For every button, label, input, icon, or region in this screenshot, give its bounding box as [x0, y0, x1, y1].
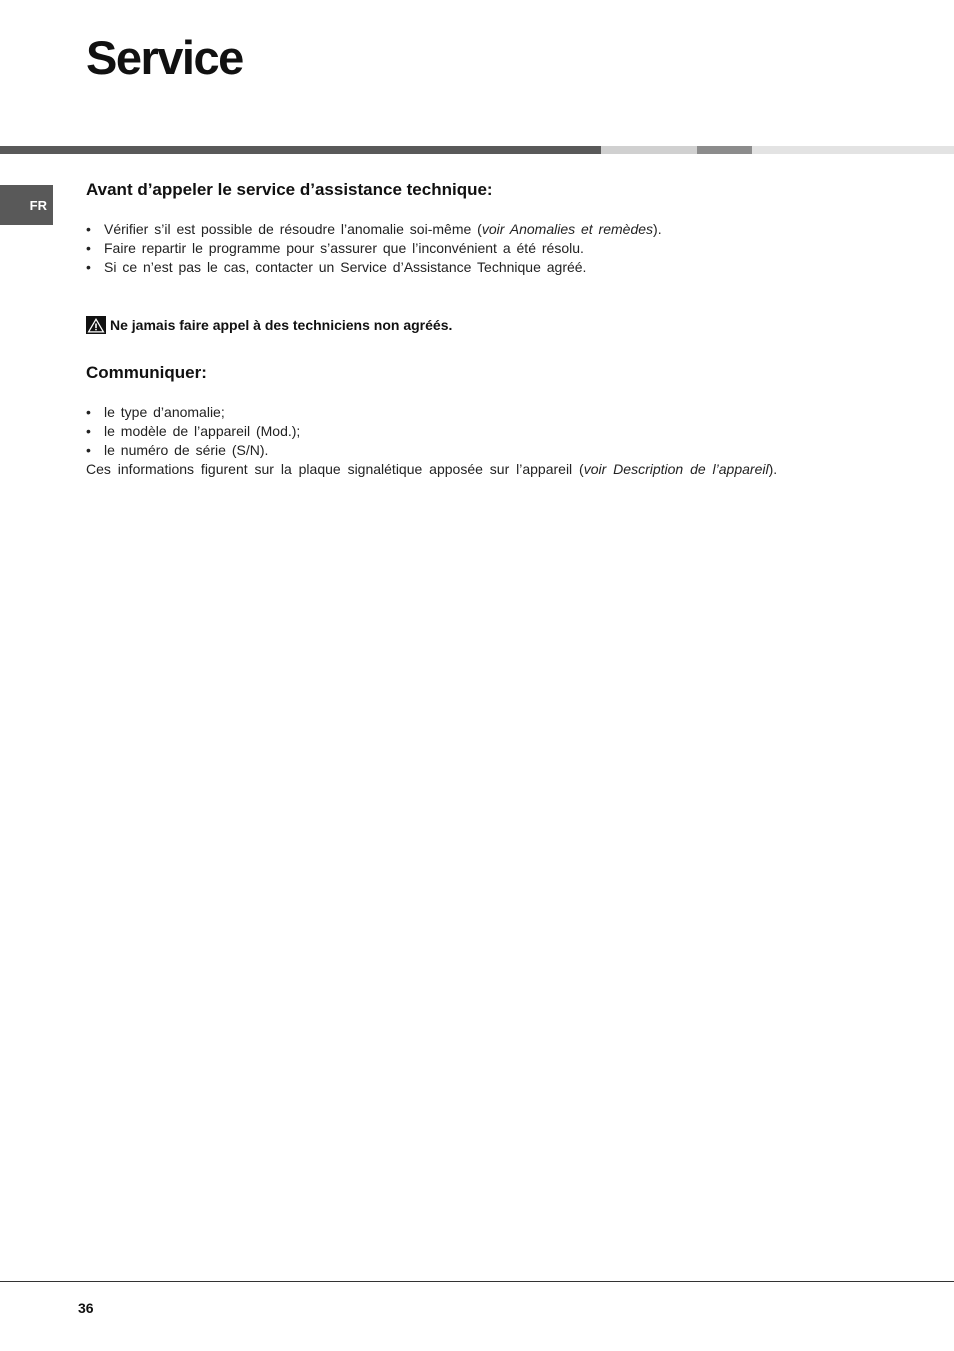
- language-tab: [0, 185, 53, 225]
- warning-text: Ne jamais faire appel à des techniciens non agréés.: [110, 317, 453, 333]
- header-bar-lighter: [752, 146, 954, 154]
- section-heading-communicate: Communiquer:: [86, 363, 207, 382]
- list-item: • Vérifier s’il est possible de résoudre l’anomalie soi-même (voir Anomalies et remèdes).: [86, 220, 826, 239]
- warning-triangle-icon: [86, 316, 106, 334]
- section-heading-before-calling: Avant d’appeler le service d’assistance technique:: [86, 180, 493, 199]
- before-calling-list: [86, 220, 826, 277]
- header-bar-mid: [697, 146, 752, 154]
- cross-reference: voir Anomalies et remèdes: [481, 221, 654, 237]
- cross-reference: voir Description de l’appareil: [583, 461, 769, 477]
- header-bar-light: [601, 146, 697, 154]
- list-item: • Faire repartir le programme pour s’assurer que l’inconvénient a été résolu.: [86, 239, 826, 258]
- language-tab-label: FR: [29, 197, 47, 213]
- list-item: • le type d’anomalie;: [86, 403, 826, 422]
- communicate-list: [86, 403, 826, 460]
- warning-notice: [86, 316, 452, 334]
- rating-plate-note: Ces informations figurent sur la plaque signalétique apposée sur l’appareil (voir Description de l’appareil).: [86, 461, 778, 477]
- header-bar-dark: [0, 146, 601, 154]
- list-item: • Si ce n’est pas le cas, contacter un Service d’Assistance Technique agréé.: [86, 258, 826, 277]
- page-title: Service: [86, 31, 243, 84]
- list-item: • le modèle de l’appareil (Mod.);: [86, 422, 826, 441]
- footer-rule: [0, 1281, 954, 1282]
- page-number: 36: [78, 1300, 94, 1316]
- list-item: • le numéro de série (S/N).: [86, 441, 826, 460]
